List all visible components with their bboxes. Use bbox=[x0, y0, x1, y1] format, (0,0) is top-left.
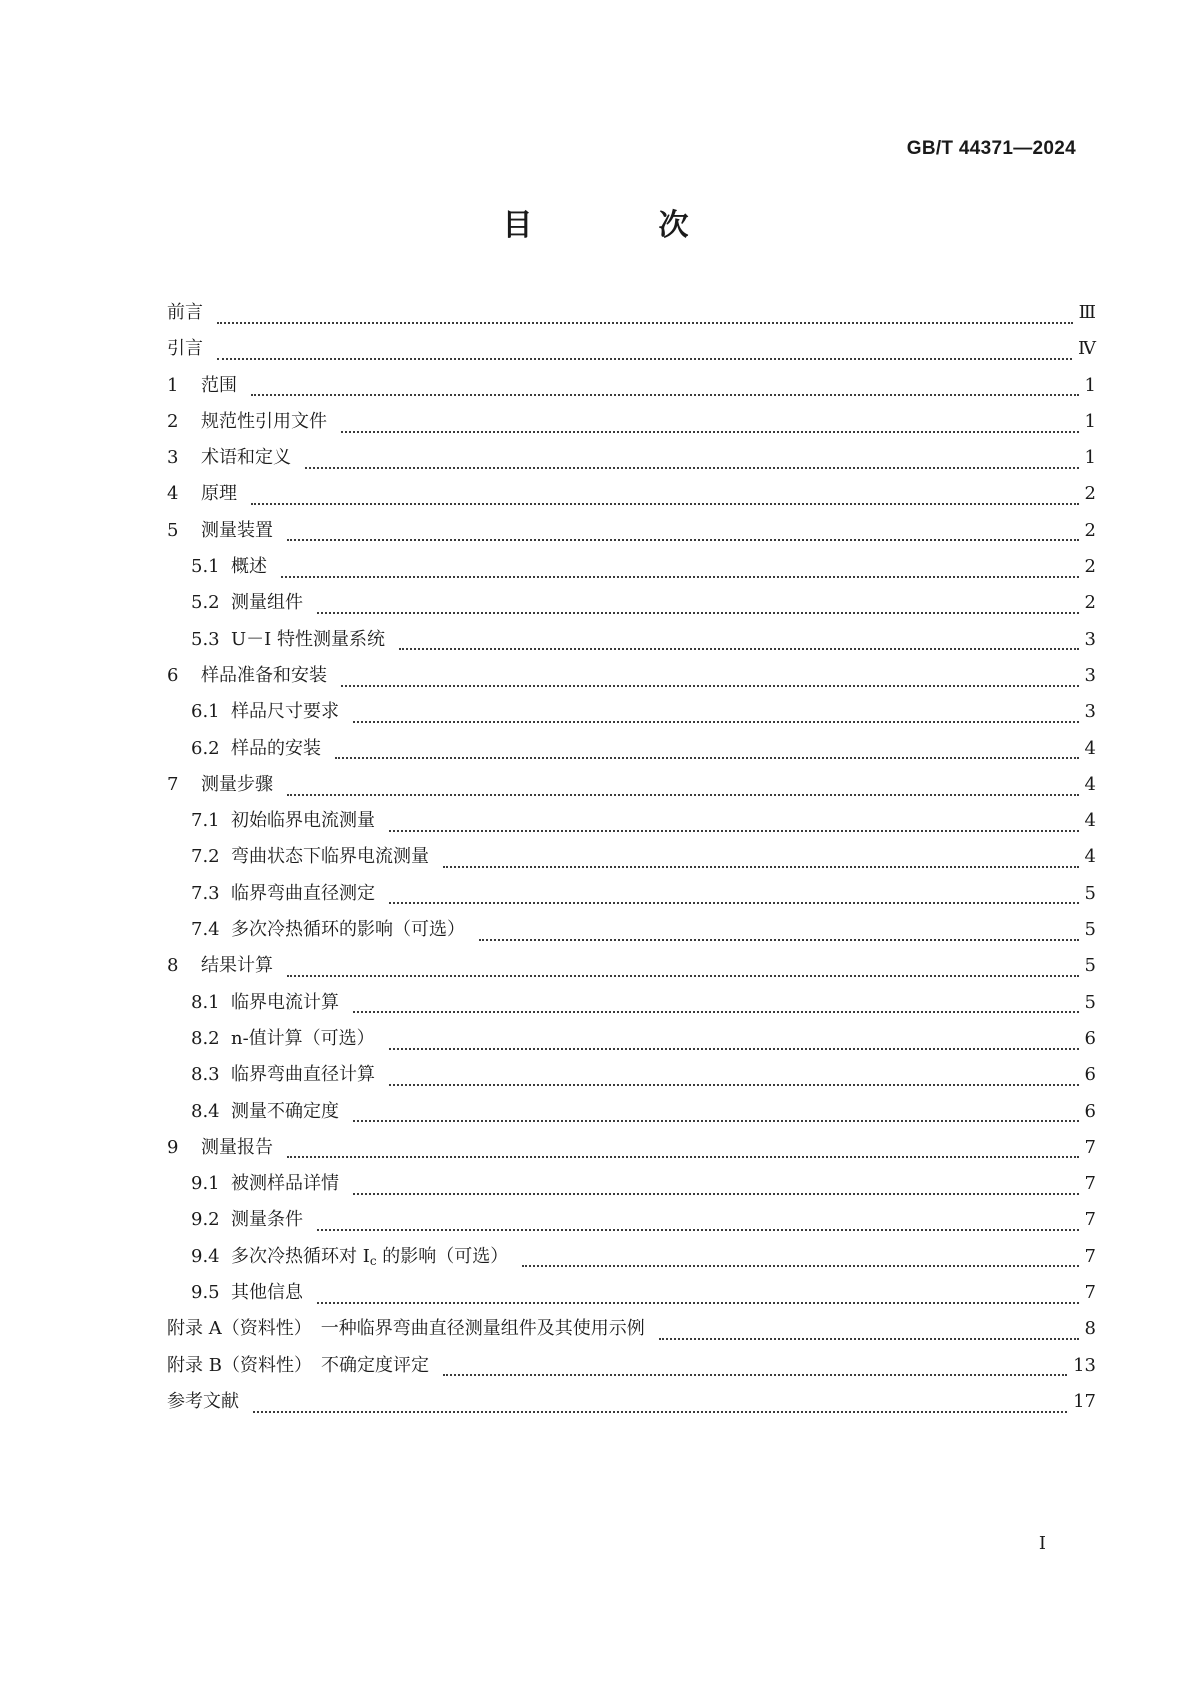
toc-leader-dots bbox=[353, 1119, 1079, 1122]
toc-entry[interactable] bbox=[167, 482, 1096, 518]
toc-entry-page: 2 bbox=[1084, 519, 1096, 541]
toc-entry-label: 范围 bbox=[201, 374, 237, 396]
toc-entry-number: 7.1 bbox=[191, 810, 220, 832]
toc-entry[interactable] bbox=[167, 628, 1096, 664]
toc-entry[interactable] bbox=[167, 337, 1096, 373]
page-number: I bbox=[1038, 1533, 1046, 1554]
toc-leader-dots bbox=[287, 538, 1079, 541]
toc-entry-number: 7.3 bbox=[191, 882, 220, 904]
toc-entry-page: 2 bbox=[1084, 483, 1096, 505]
toc-entry-number: 5.3 bbox=[191, 628, 220, 650]
toc-entry-number: 8 bbox=[167, 955, 179, 977]
toc-entry-page: 1 bbox=[1084, 447, 1096, 469]
toc-entry[interactable] bbox=[167, 1172, 1096, 1208]
toc-entry-number: 9.2 bbox=[191, 1209, 220, 1231]
toc-entry-page: 1 bbox=[1084, 374, 1096, 396]
toc-leader-dots bbox=[389, 901, 1079, 904]
toc-entry-label: 样品尺寸要求 bbox=[231, 701, 339, 723]
toc-entry[interactable] bbox=[167, 410, 1096, 446]
toc-leader-dots bbox=[389, 829, 1079, 832]
toc-entry[interactable] bbox=[167, 1063, 1096, 1099]
toc-entry-label: 引言 bbox=[167, 338, 203, 360]
toc-entry-label: 规范性引用文件 bbox=[201, 410, 327, 432]
toc-entry-number: 7 bbox=[167, 773, 179, 795]
toc-entry-page: 5 bbox=[1084, 882, 1096, 904]
toc-entry[interactable] bbox=[167, 882, 1096, 918]
toc-entry-page: 7 bbox=[1084, 1209, 1096, 1231]
toc-entry[interactable] bbox=[167, 1317, 1096, 1353]
toc-entry-label: 测量装置 bbox=[201, 519, 273, 541]
toc-entry[interactable] bbox=[167, 374, 1096, 410]
toc-entry[interactable] bbox=[167, 809, 1096, 845]
toc-leader-dots bbox=[253, 1410, 1067, 1413]
toc-entry-label: 术语和定义 bbox=[201, 447, 291, 469]
toc-entry-page: 7 bbox=[1084, 1136, 1096, 1158]
toc-entry-label: 测量组件 bbox=[231, 592, 303, 614]
toc-leader-dots bbox=[251, 502, 1079, 505]
toc-entry-page: 3 bbox=[1084, 701, 1096, 723]
toc-entry-label: 多次冷热循环的影响（可选） bbox=[231, 919, 465, 941]
toc-entry-page: 4 bbox=[1084, 737, 1096, 759]
toc-leader-dots bbox=[341, 684, 1079, 687]
toc-entry-number: 9 bbox=[167, 1136, 179, 1158]
toc-entry-label: 测量报告 bbox=[201, 1136, 273, 1158]
toc-entry-label: n-值计算（可选） bbox=[231, 1027, 375, 1049]
toc-leader-dots bbox=[281, 575, 1079, 578]
toc-entry-label: 前言 bbox=[167, 302, 203, 323]
toc-entry[interactable] bbox=[167, 1027, 1096, 1063]
toc-entry-page: 4 bbox=[1084, 773, 1096, 795]
toc-entry-page: Ⅳ bbox=[1078, 338, 1096, 360]
toc-entry[interactable] bbox=[167, 301, 1096, 337]
toc-entry-label: 概述 bbox=[231, 556, 267, 578]
toc-entry-page: 8 bbox=[1084, 1318, 1096, 1340]
toc-entry-page: 5 bbox=[1084, 919, 1096, 941]
toc-entry-page: 6 bbox=[1084, 1064, 1096, 1086]
toc-entry-number: 9.5 bbox=[191, 1282, 220, 1304]
standard-number: GB/T 44371—2024 bbox=[906, 138, 1076, 159]
toc-entry-label: 初始临界电流测量 bbox=[231, 810, 375, 832]
toc-entry-number: 5.1 bbox=[191, 556, 220, 578]
toc-entry[interactable] bbox=[167, 1100, 1096, 1136]
toc-entry-label: 测量不确定度 bbox=[231, 1100, 339, 1122]
toc-leader-dots bbox=[217, 357, 1072, 360]
toc-entry-page: 7 bbox=[1084, 1245, 1096, 1267]
toc-entry-number: 8.3 bbox=[191, 1064, 220, 1086]
toc-entry-page: 2 bbox=[1084, 556, 1096, 578]
toc-entry[interactable] bbox=[167, 555, 1096, 591]
toc-leader-dots bbox=[353, 1010, 1079, 1013]
table-of-contents bbox=[167, 301, 1096, 1426]
toc-entry[interactable] bbox=[167, 845, 1096, 881]
toc-entry-label: 临界电流计算 bbox=[231, 991, 339, 1013]
toc-entry[interactable] bbox=[167, 737, 1096, 773]
toc-entry[interactable] bbox=[167, 918, 1096, 954]
toc-leader-dots bbox=[335, 756, 1079, 759]
toc-entry-page: 2 bbox=[1084, 592, 1096, 614]
toc-entry-number: 5 bbox=[167, 519, 179, 541]
toc-entry-number: 6.1 bbox=[191, 701, 220, 723]
toc-entry[interactable] bbox=[167, 1281, 1096, 1317]
toc-entry-number: 1 bbox=[167, 374, 179, 396]
toc-entry-page: 4 bbox=[1084, 846, 1096, 868]
toc-entry-number: 7.2 bbox=[191, 846, 220, 868]
toc-entry-page: 13 bbox=[1073, 1354, 1096, 1376]
toc-entry-page: 4 bbox=[1084, 810, 1096, 832]
toc-entry-page: 3 bbox=[1084, 628, 1096, 650]
toc-entry[interactable] bbox=[167, 446, 1096, 482]
toc-entry-label: 测量步骤 bbox=[201, 773, 273, 795]
toc-entry-number: 6 bbox=[167, 664, 179, 686]
toc-entry-number: 6.2 bbox=[191, 737, 220, 759]
toc-leader-dots bbox=[659, 1337, 1079, 1340]
toc-entry-page: 5 bbox=[1084, 955, 1096, 977]
toc-entry-label: 被测样品详情 bbox=[231, 1173, 339, 1195]
toc-entry-label: 临界弯曲直径计算 bbox=[231, 1064, 375, 1086]
toc-entry-page: 5 bbox=[1084, 991, 1096, 1013]
toc-entry[interactable] bbox=[167, 954, 1096, 990]
page-title: 目 次 bbox=[502, 208, 737, 243]
toc-leader-dots bbox=[443, 1373, 1067, 1376]
toc-entry[interactable] bbox=[167, 519, 1096, 555]
toc-leader-dots bbox=[353, 720, 1079, 723]
toc-entry-number: 7.4 bbox=[191, 919, 220, 941]
toc-entry-label: 结果计算 bbox=[201, 955, 273, 977]
toc-entry-label: 参考文献 bbox=[167, 1390, 239, 1412]
toc-entry[interactable] bbox=[167, 664, 1096, 700]
toc-leader-dots bbox=[389, 1047, 1079, 1050]
toc-leader-dots bbox=[317, 611, 1079, 614]
toc-entry-label: 临界弯曲直径测定 bbox=[231, 882, 375, 904]
toc-entry-page: 6 bbox=[1084, 1027, 1096, 1049]
toc-entry-label: 弯曲状态下临界电流测量 bbox=[231, 846, 429, 868]
toc-entry[interactable] bbox=[167, 1354, 1096, 1390]
toc-entry[interactable] bbox=[167, 1208, 1096, 1244]
toc-entry[interactable] bbox=[167, 1390, 1096, 1426]
toc-entry-page: 3 bbox=[1084, 664, 1096, 686]
toc-leader-dots bbox=[522, 1264, 1078, 1267]
toc-leader-dots bbox=[305, 466, 1079, 469]
toc-entry-page: 1 bbox=[1084, 410, 1096, 432]
toc-entry-number: 2 bbox=[167, 410, 179, 432]
toc-entry-label: 原理 bbox=[201, 483, 237, 505]
toc-entry[interactable] bbox=[167, 991, 1096, 1027]
toc-entry[interactable] bbox=[167, 1136, 1096, 1172]
toc-leader-dots bbox=[317, 1301, 1079, 1304]
toc-entry[interactable] bbox=[167, 591, 1096, 627]
toc-leader-dots bbox=[317, 1228, 1079, 1231]
toc-entry-number: 9.1 bbox=[191, 1173, 220, 1195]
toc-leader-dots bbox=[389, 1083, 1079, 1086]
toc-entry[interactable] bbox=[167, 773, 1096, 809]
toc-entry-label: 测量条件 bbox=[231, 1209, 303, 1231]
toc-entry-number: 3 bbox=[167, 447, 179, 469]
toc-leader-dots bbox=[287, 793, 1079, 796]
toc-entry-label: 样品准备和安装 bbox=[201, 664, 327, 686]
toc-entry-page: 7 bbox=[1084, 1282, 1096, 1304]
toc-entry-number: 4 bbox=[167, 483, 179, 505]
toc-entry-page: 6 bbox=[1084, 1100, 1096, 1122]
toc-leader-dots bbox=[287, 974, 1079, 977]
toc-entry-label: 样品的安装 bbox=[231, 737, 321, 759]
toc-entry-number: 8.4 bbox=[191, 1100, 220, 1122]
toc-leader-dots bbox=[341, 430, 1079, 433]
toc-entry[interactable] bbox=[167, 700, 1096, 736]
toc-entry-label: 其他信息 bbox=[231, 1282, 303, 1304]
toc-entry-page: Ⅲ bbox=[1078, 302, 1096, 323]
toc-entry-page: 17 bbox=[1073, 1390, 1096, 1412]
toc-leader-dots bbox=[353, 1192, 1079, 1195]
toc-leader-dots bbox=[443, 865, 1079, 868]
toc-leader-dots bbox=[399, 647, 1079, 650]
toc-entry-number: 8.1 bbox=[191, 991, 220, 1013]
toc-leader-dots bbox=[217, 321, 1073, 324]
toc-entry-number: 9.4 bbox=[191, 1245, 220, 1267]
toc-entry-label: 附录 A（资料性） 一种临界弯曲直径测量组件及其使用示例 bbox=[167, 1318, 645, 1340]
toc-entry-number: 5.2 bbox=[191, 592, 220, 614]
toc-entry[interactable] bbox=[167, 1245, 1096, 1281]
toc-leader-dots bbox=[251, 393, 1079, 396]
toc-leader-dots bbox=[287, 1155, 1079, 1158]
toc-leader-dots bbox=[479, 938, 1079, 941]
toc-entry-label: U－I 特性测量系统 bbox=[231, 628, 386, 650]
toc-entry-number: 8.2 bbox=[191, 1027, 220, 1049]
toc-entry-label: 附录 B（资料性） 不确定度评定 bbox=[167, 1354, 429, 1376]
toc-entry-page: 7 bbox=[1084, 1173, 1096, 1195]
toc-entry-label: 多次冷热循环对 $I_c$ 的影响（可选） bbox=[231, 1245, 509, 1268]
